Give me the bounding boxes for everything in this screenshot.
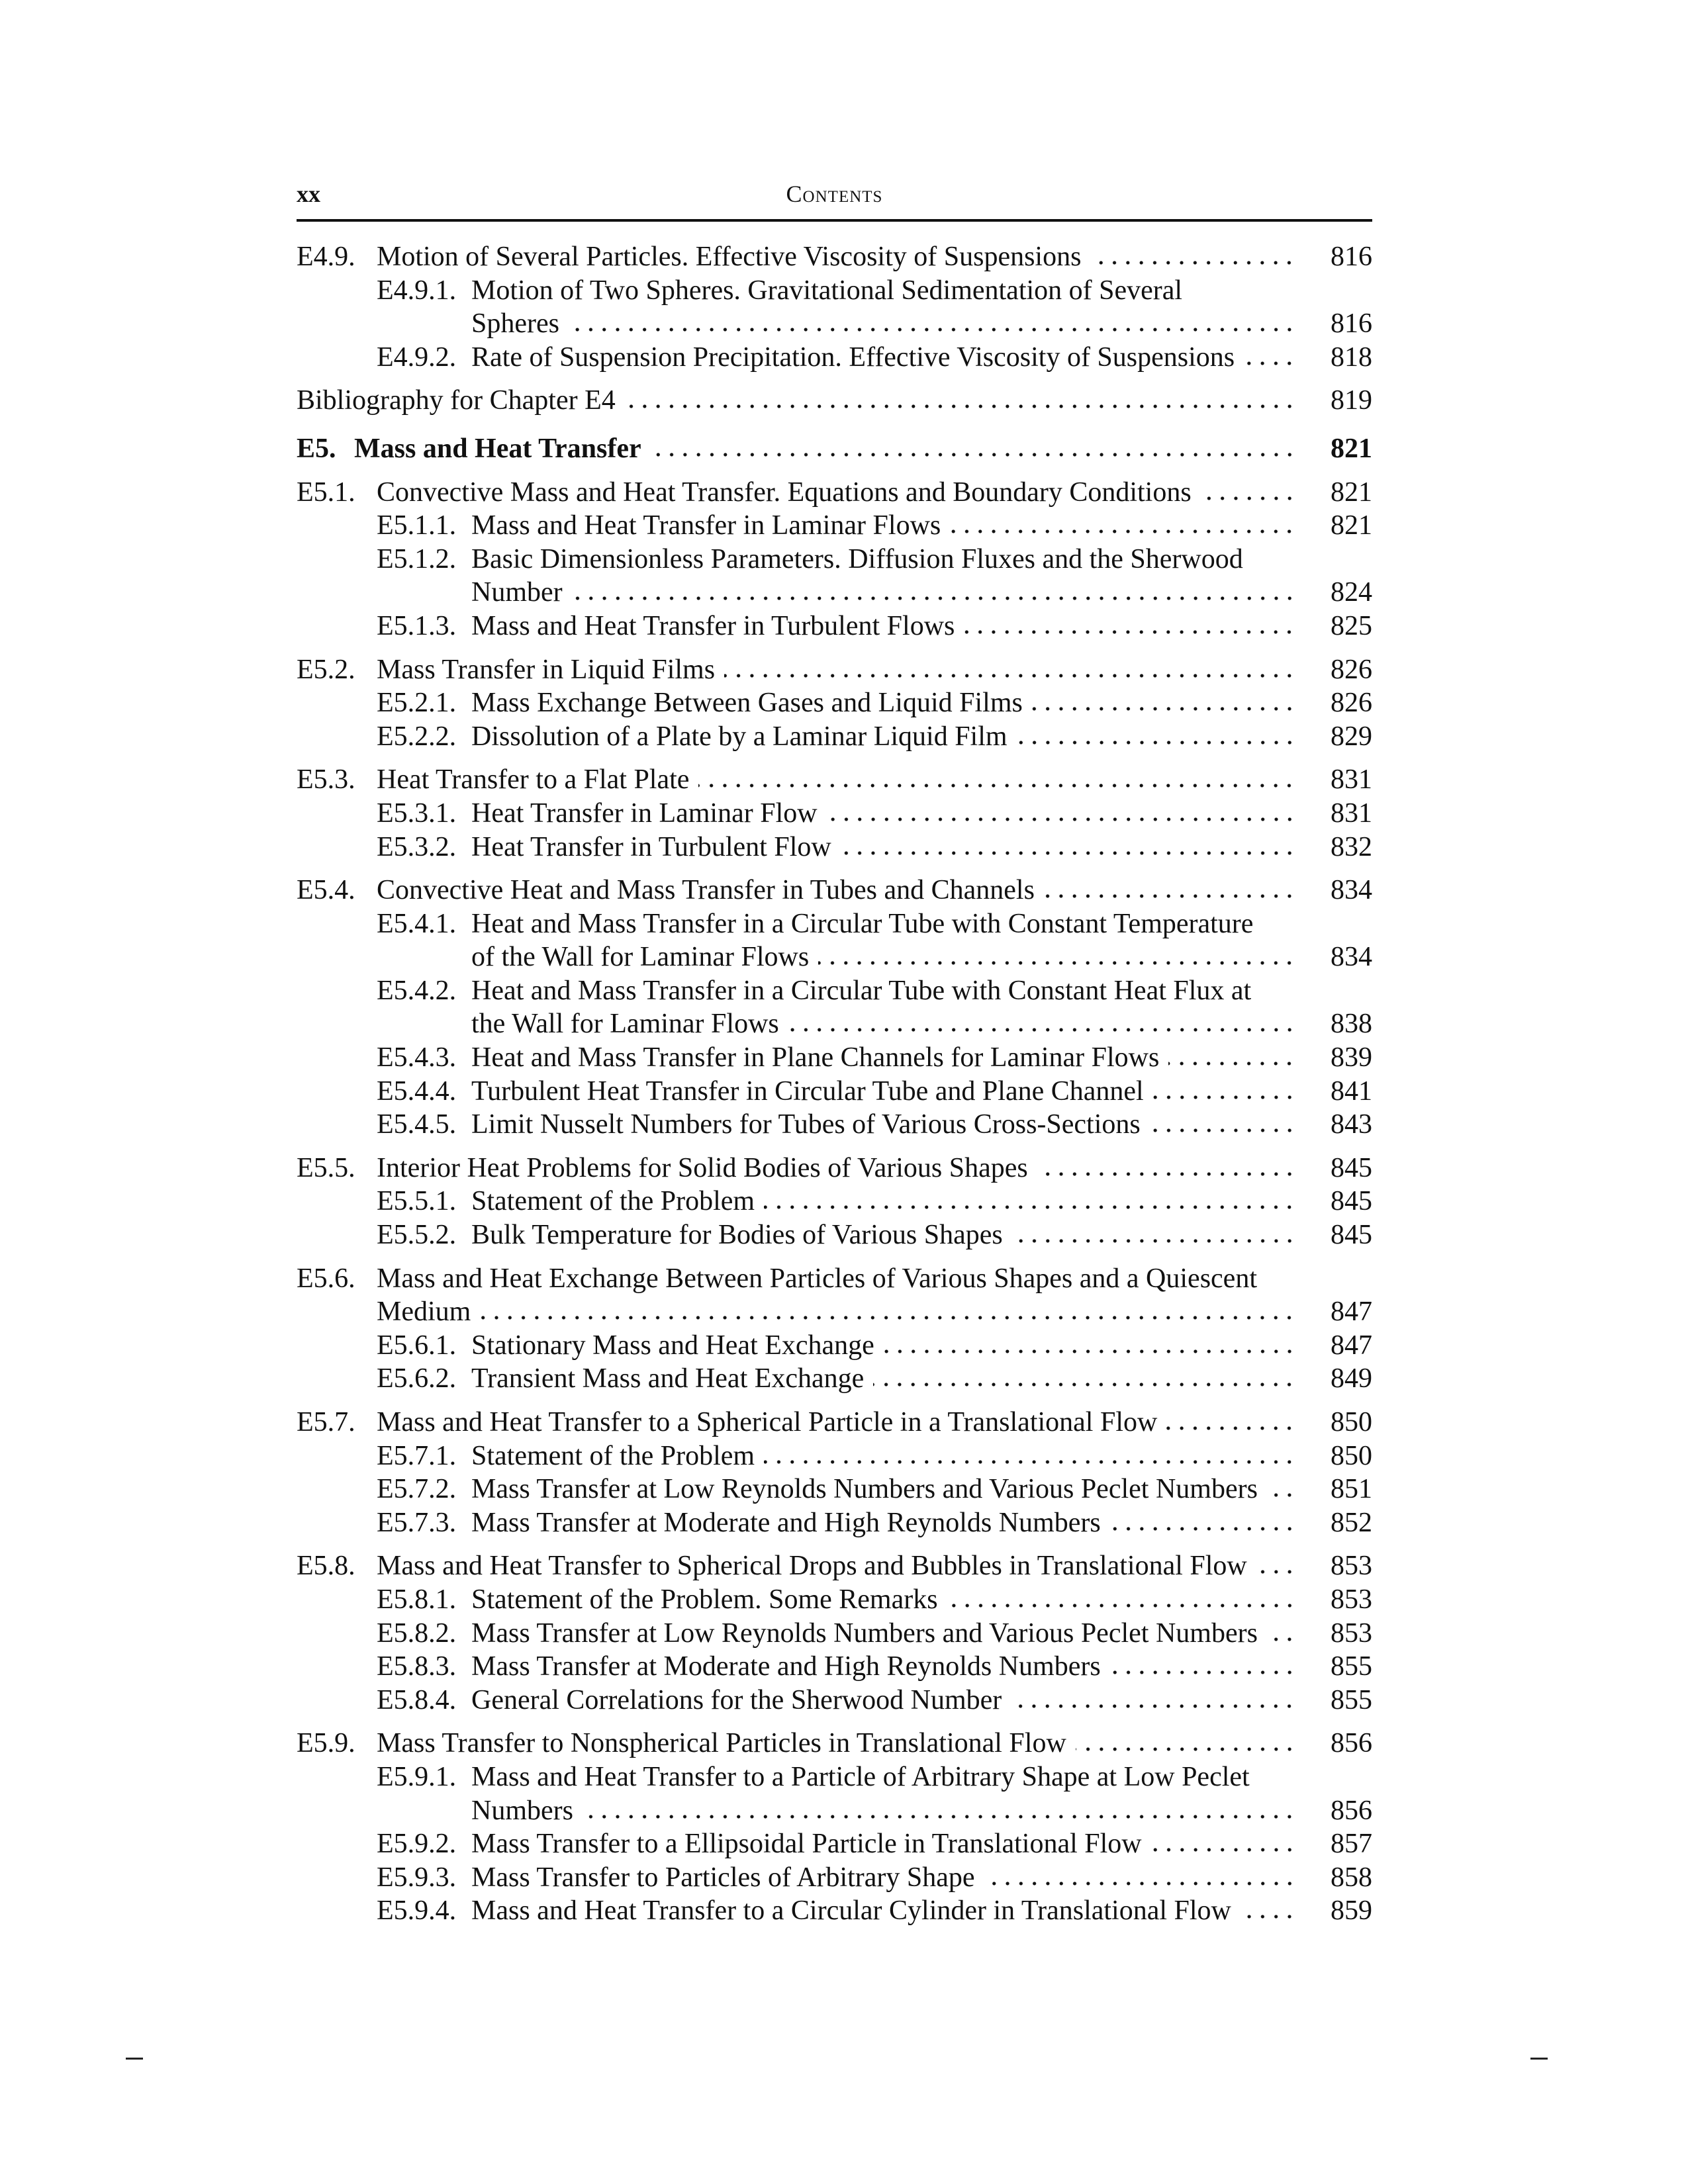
entry-number: E5.8. bbox=[297, 1551, 355, 1582]
dot-leader bbox=[884, 1346, 1296, 1354]
toc-subentry[interactable] bbox=[297, 720, 1372, 754]
running-header bbox=[297, 180, 1372, 217]
entry-title[interactable]: Motion of Several Particles. Effective Viscosity of Suspensions bbox=[377, 242, 1082, 272]
dot-leader bbox=[480, 1312, 1296, 1320]
page-number[interactable]: 847 bbox=[1331, 1330, 1372, 1361]
running-title: Contents bbox=[786, 181, 883, 207]
page-number[interactable]: 845 bbox=[1331, 1152, 1372, 1183]
dot-leader bbox=[827, 814, 1296, 822]
header-rule bbox=[297, 219, 1372, 222]
toc-section-group bbox=[297, 1549, 1372, 1717]
dot-leader bbox=[1168, 1058, 1296, 1066]
entry-number: E4.9.2. bbox=[377, 341, 457, 373]
dot-leader bbox=[1032, 704, 1296, 711]
toc-entry[interactable] bbox=[297, 432, 1372, 466]
toc-subentry[interactable] bbox=[297, 1617, 1372, 1651]
entry-number: E5.6. bbox=[297, 1263, 355, 1294]
toc-subentry[interactable] bbox=[297, 1894, 1372, 1928]
entry-number: E5.7.3. bbox=[377, 1507, 457, 1538]
entry-number: E5.2.2. bbox=[377, 721, 457, 752]
entry-title-continuation[interactable]: the Wall for Laminar Flows bbox=[471, 1009, 779, 1040]
page-number[interactable]: 831 bbox=[1331, 764, 1372, 796]
entry-title[interactable]: Rate of Suspension Precipitation. Effective Viscosity of Suspensions bbox=[471, 341, 1235, 373]
entry-title[interactable]: Heat Transfer in Laminar Flow bbox=[471, 797, 818, 829]
dot-leader bbox=[572, 593, 1296, 601]
toc-subentry[interactable] bbox=[297, 543, 1372, 576]
toc-subentry[interactable] bbox=[297, 1827, 1372, 1861]
toc-entry[interactable] bbox=[297, 653, 1372, 687]
toc-entry[interactable] bbox=[297, 476, 1372, 510]
entry-title[interactable]: Heat and Mass Transfer in a Circular Tube with Constant Heat Flux at bbox=[471, 975, 1252, 1006]
dot-leader bbox=[1110, 1524, 1296, 1531]
entry-title[interactable]: Mass Transfer to Particles of Arbitrary Shape bbox=[471, 1862, 975, 1893]
dot-leader bbox=[1150, 1125, 1296, 1133]
page-number[interactable]: 856 bbox=[1331, 1795, 1372, 1826]
entry-number: E5.3.2. bbox=[377, 831, 457, 862]
entry-number: E5.8.4. bbox=[377, 1684, 457, 1715]
dot-leader bbox=[625, 401, 1296, 409]
entry-title[interactable]: Mass and Heat Transfer bbox=[354, 433, 641, 464]
toc-entry-continuation[interactable] bbox=[297, 307, 1372, 341]
entry-title-continuation[interactable]: of the Wall for Laminar Flows bbox=[471, 942, 810, 973]
dot-leader bbox=[1241, 1911, 1296, 1919]
entry-number: E5.5.2. bbox=[377, 1220, 457, 1251]
toc-subentry[interactable] bbox=[297, 1473, 1372, 1506]
page-number[interactable]: 850 bbox=[1331, 1440, 1372, 1471]
dot-leader bbox=[1044, 891, 1296, 899]
entry-number: E5.8.2. bbox=[377, 1617, 457, 1649]
toc-subentry[interactable] bbox=[297, 1861, 1372, 1895]
toc-section-group bbox=[297, 1727, 1372, 1928]
entry-number: E5.1.3. bbox=[377, 610, 457, 641]
toc-entry[interactable] bbox=[297, 1262, 1372, 1296]
page-number[interactable]: 818 bbox=[1331, 341, 1372, 373]
dot-leader bbox=[583, 1811, 1296, 1819]
entry-number: E5.2. bbox=[297, 654, 355, 685]
entry-title[interactable]: Mass Transfer at Low Reynolds Numbers and Various Peclet Numbers bbox=[471, 1474, 1258, 1505]
toc-entry-continuation[interactable] bbox=[297, 1007, 1372, 1041]
toc-section-group bbox=[297, 1262, 1372, 1396]
dot-leader bbox=[764, 1457, 1296, 1465]
toc-entry[interactable] bbox=[297, 1406, 1372, 1439]
entry-number: E5.8.3. bbox=[377, 1651, 457, 1682]
dot-leader bbox=[818, 958, 1296, 966]
entry-title[interactable]: Mass Transfer at Moderate and High Reynolds Numbers bbox=[471, 1651, 1101, 1682]
page-number[interactable]: 821 bbox=[1331, 477, 1372, 508]
dot-leader bbox=[1012, 1236, 1296, 1244]
toc-chapter-group bbox=[297, 432, 1372, 466]
page-number[interactable]: 834 bbox=[1331, 875, 1372, 906]
toc-subentry[interactable] bbox=[297, 1041, 1372, 1075]
toc-section-group bbox=[297, 1152, 1372, 1252]
entry-title[interactable]: Heat Transfer to a Flat Plate bbox=[377, 764, 690, 796]
entry-title[interactable]: Stationary Mass and Heat Exchange bbox=[471, 1330, 874, 1361]
entry-number: E5. bbox=[297, 433, 336, 464]
page-number[interactable]: 851 bbox=[1331, 1474, 1372, 1505]
entry-title[interactable]: Convective Heat and Mass Transfer in Tubes and Channels bbox=[377, 875, 1035, 906]
entry-number: E4.9.1. bbox=[377, 275, 457, 306]
toc-subentry[interactable] bbox=[297, 1439, 1372, 1473]
entry-number: E5.4.5. bbox=[377, 1109, 457, 1140]
page-number[interactable]: 845 bbox=[1331, 1186, 1372, 1217]
entry-title[interactable]: Bulk Temperature for Bodies of Various Shapes bbox=[471, 1220, 1003, 1251]
toc-section-group bbox=[297, 653, 1372, 754]
page-number[interactable]: 849 bbox=[1331, 1363, 1372, 1394]
page-number[interactable]: 858 bbox=[1331, 1862, 1372, 1893]
page-number[interactable]: 847 bbox=[1331, 1297, 1372, 1328]
dot-leader bbox=[964, 627, 1296, 635]
dot-leader bbox=[764, 1202, 1296, 1210]
table-of-contents bbox=[297, 240, 1372, 1928]
toc-subentry[interactable] bbox=[297, 1362, 1372, 1396]
page-number[interactable]: 857 bbox=[1331, 1829, 1372, 1860]
toc-entry[interactable] bbox=[297, 384, 1372, 418]
entry-number: E5.9.3. bbox=[377, 1862, 457, 1893]
toc-entry[interactable] bbox=[297, 1152, 1372, 1185]
toc-section-group bbox=[297, 384, 1372, 418]
entry-title-continuation[interactable]: Numbers bbox=[471, 1795, 573, 1826]
entry-title-continuation[interactable]: Number bbox=[471, 577, 563, 608]
entry-title[interactable]: Mass and Heat Exchange Between Particles of Various Shapes and a Quiescent bbox=[377, 1263, 1257, 1294]
page-number[interactable]: 821 bbox=[1331, 433, 1372, 464]
dot-leader bbox=[1166, 1423, 1296, 1431]
dot-leader bbox=[947, 1600, 1296, 1608]
page-number[interactable]: 819 bbox=[1331, 385, 1372, 416]
toc-entry-continuation[interactable] bbox=[297, 576, 1372, 610]
entry-number: E5.9.2. bbox=[377, 1829, 457, 1860]
page-number[interactable]: 825 bbox=[1331, 610, 1372, 641]
page-number[interactable]: 839 bbox=[1331, 1042, 1372, 1073]
toc-section-group bbox=[297, 874, 1372, 1142]
dot-leader bbox=[1267, 1634, 1296, 1642]
entry-title[interactable]: Transient Mass and Heat Exchange bbox=[471, 1363, 865, 1394]
page-number[interactable]: 853 bbox=[1331, 1551, 1372, 1582]
entry-number: E5.4. bbox=[297, 875, 355, 906]
entry-title[interactable]: Limit Nusselt Numbers for Tubes of Various Cross-Sections bbox=[471, 1109, 1141, 1140]
entry-title[interactable]: Mass Transfer to a Ellipsoidal Particle in Translational Flow bbox=[471, 1829, 1142, 1860]
page-number[interactable]: 816 bbox=[1331, 308, 1372, 340]
entry-title[interactable]: Mass and Heat Transfer in Turbulent Flows bbox=[471, 610, 955, 641]
crop-mark-left bbox=[126, 2058, 143, 2060]
entry-title[interactable]: Bibliography for Chapter E4 bbox=[297, 385, 616, 416]
page-number[interactable]: 838 bbox=[1331, 1009, 1372, 1040]
dot-leader bbox=[1090, 257, 1296, 265]
entry-number: E5.3.1. bbox=[377, 797, 457, 829]
entry-title[interactable]: Mass Transfer at Moderate and High Reynolds Numbers bbox=[471, 1507, 1101, 1538]
dot-leader bbox=[1017, 737, 1296, 745]
toc-subentry[interactable] bbox=[297, 1506, 1372, 1540]
entry-number: E5.4.1. bbox=[377, 908, 457, 939]
page-number[interactable]: 834 bbox=[1331, 942, 1372, 973]
entry-number: E5.5. bbox=[297, 1152, 355, 1183]
page-number[interactable]: 855 bbox=[1331, 1651, 1372, 1682]
entry-title[interactable]: Turbulent Heat Transfer in Circular Tube and Plane Channel bbox=[471, 1075, 1144, 1107]
page-number[interactable]: 821 bbox=[1331, 510, 1372, 541]
entry-number: E4.9. bbox=[297, 242, 355, 272]
toc-subentry[interactable] bbox=[297, 831, 1372, 864]
entry-number: E5.9.4. bbox=[377, 1895, 457, 1927]
toc-subentry[interactable] bbox=[297, 1650, 1372, 1684]
entry-title[interactable]: Statement of the Problem. Some Remarks bbox=[471, 1584, 938, 1615]
entry-number: E5.5.1. bbox=[377, 1186, 457, 1217]
dot-leader bbox=[569, 324, 1296, 332]
entry-title[interactable]: Mass and Heat Transfer in Laminar Flows bbox=[471, 510, 941, 541]
toc-subentry[interactable] bbox=[297, 1218, 1372, 1252]
page-folio: xx bbox=[297, 181, 320, 207]
toc-section-group bbox=[297, 1406, 1372, 1539]
entry-title[interactable]: General Correlations for the Sherwood Number bbox=[471, 1684, 1002, 1715]
entry-title[interactable]: Heat and Mass Transfer in Plane Channels for Laminar Flows bbox=[471, 1042, 1160, 1073]
entry-title[interactable]: Dissolution of a Plate by a Laminar Liquid Film bbox=[471, 721, 1008, 752]
entry-number: E5.1.2. bbox=[377, 543, 457, 574]
toc-subentry[interactable] bbox=[297, 1583, 1372, 1617]
toc-subentry[interactable] bbox=[297, 974, 1372, 1008]
toc-entry[interactable] bbox=[297, 763, 1372, 797]
page-number[interactable]: 852 bbox=[1331, 1507, 1372, 1538]
page-number[interactable]: 845 bbox=[1331, 1220, 1372, 1251]
entry-title[interactable]: Mass Transfer at Low Reynolds Numbers and Various Peclet Numbers bbox=[471, 1617, 1258, 1649]
entry-title[interactable]: Mass Exchange Between Gases and Liquid Films bbox=[471, 688, 1023, 719]
toc-section-group bbox=[297, 240, 1372, 374]
dot-leader bbox=[1037, 1169, 1296, 1177]
toc-subentry[interactable] bbox=[297, 686, 1372, 720]
entry-title[interactable]: Statement of the Problem bbox=[471, 1440, 755, 1471]
toc-subentry[interactable] bbox=[297, 1760, 1372, 1794]
page-number[interactable]: 832 bbox=[1331, 831, 1372, 862]
entry-title[interactable]: Mass Transfer to Nonspherical Particles in Translational Flow bbox=[377, 1728, 1066, 1759]
page-number[interactable]: 841 bbox=[1331, 1075, 1372, 1107]
entry-title[interactable]: Interior Heat Problems for Solid Bodies of Various Shapes bbox=[377, 1152, 1028, 1183]
toc-subentry[interactable] bbox=[297, 509, 1372, 543]
toc-subentry[interactable] bbox=[297, 1329, 1372, 1363]
entry-number: E5.7. bbox=[297, 1407, 355, 1437]
toc-entry-continuation[interactable] bbox=[297, 1794, 1372, 1828]
entry-number: E5.8.1. bbox=[377, 1584, 457, 1615]
entry-title[interactable]: Statement of the Problem bbox=[471, 1186, 755, 1217]
entry-number: E5.1.1. bbox=[377, 510, 457, 541]
dot-leader bbox=[724, 670, 1296, 678]
entry-title-continuation[interactable]: Spheres bbox=[471, 308, 559, 340]
entry-number: E5.9. bbox=[297, 1728, 355, 1759]
toc-subentry[interactable] bbox=[297, 341, 1372, 375]
entry-number: E5.3. bbox=[297, 764, 355, 796]
dot-leader bbox=[1153, 1092, 1296, 1100]
dot-leader bbox=[1201, 493, 1296, 501]
entry-number: E5.1. bbox=[297, 477, 355, 508]
dot-leader bbox=[651, 449, 1296, 457]
page-number[interactable]: 850 bbox=[1331, 1407, 1372, 1437]
toc-entry[interactable] bbox=[297, 874, 1372, 907]
entry-title-continuation[interactable]: Medium bbox=[377, 1297, 471, 1328]
page-number[interactable]: 826 bbox=[1331, 654, 1372, 685]
entry-number: E5.9.1. bbox=[377, 1761, 457, 1792]
toc-entry[interactable] bbox=[297, 1549, 1372, 1583]
entry-number: E5.4.2. bbox=[377, 975, 457, 1006]
entry-title[interactable]: Motion of Two Spheres. Gravitational Sedimentation of Several bbox=[471, 275, 1183, 306]
dot-leader bbox=[698, 780, 1296, 788]
entry-title[interactable]: Heat Transfer in Turbulent Flow bbox=[471, 831, 831, 862]
dot-leader bbox=[1151, 1844, 1296, 1852]
toc-entry[interactable] bbox=[297, 240, 1372, 274]
entry-title[interactable]: Basic Dimensionless Parameters. Diffusion Fluxes and the Sherwood bbox=[471, 543, 1243, 574]
page-number[interactable]: 831 bbox=[1331, 797, 1372, 829]
entry-number: E5.6.1. bbox=[377, 1330, 457, 1361]
entry-title[interactable]: Mass and Heat Transfer to a Spherical Particle in a Translational Flow bbox=[377, 1407, 1158, 1437]
toc-subentry[interactable] bbox=[297, 907, 1372, 941]
entry-number: E5.4.3. bbox=[377, 1042, 457, 1073]
entry-number: E5.4.4. bbox=[377, 1075, 457, 1107]
entry-title[interactable]: Convective Mass and Heat Transfer. Equations and Boundary Conditions bbox=[377, 477, 1192, 508]
entry-title[interactable]: Mass Transfer in Liquid Films bbox=[377, 654, 716, 685]
dot-leader bbox=[1267, 1490, 1296, 1498]
page-number[interactable]: 824 bbox=[1331, 577, 1372, 608]
dot-leader bbox=[788, 1024, 1296, 1032]
toc-subentry[interactable] bbox=[297, 610, 1372, 643]
page-number[interactable]: 843 bbox=[1331, 1109, 1372, 1140]
entry-title[interactable]: Mass and Heat Transfer to a Circular Cylinder in Translational Flow bbox=[471, 1895, 1231, 1927]
toc-subentry[interactable] bbox=[297, 1108, 1372, 1142]
dot-leader bbox=[1244, 358, 1296, 366]
entry-title[interactable]: Mass and Heat Transfer to a Particle of Arbitrary Shape at Low Peclet bbox=[471, 1761, 1250, 1792]
dot-leader bbox=[950, 526, 1296, 534]
dot-leader bbox=[1076, 1744, 1296, 1752]
entry-number: E5.6.2. bbox=[377, 1363, 457, 1394]
entry-title[interactable]: Mass and Heat Transfer to Spherical Drops and Bubbles in Translational Flow bbox=[377, 1551, 1247, 1582]
crop-mark-right bbox=[1530, 2058, 1548, 2060]
toc-section-group bbox=[297, 763, 1372, 864]
entry-number: E5.7.1. bbox=[377, 1440, 457, 1471]
toc-section-group bbox=[297, 476, 1372, 643]
dot-leader bbox=[1256, 1567, 1296, 1574]
dot-leader bbox=[984, 1878, 1296, 1886]
dot-leader bbox=[1110, 1667, 1296, 1675]
entry-number: E5.7.2. bbox=[377, 1474, 457, 1505]
toc-subentry[interactable] bbox=[297, 797, 1372, 831]
page-number[interactable]: 816 bbox=[1331, 242, 1372, 272]
entry-number: E5.2.1. bbox=[377, 688, 457, 719]
page-number[interactable]: 853 bbox=[1331, 1617, 1372, 1649]
page-number[interactable]: 859 bbox=[1331, 1895, 1372, 1927]
toc-subentry[interactable] bbox=[297, 1684, 1372, 1717]
page-number[interactable]: 826 bbox=[1331, 688, 1372, 719]
page-number[interactable]: 853 bbox=[1331, 1584, 1372, 1615]
page-number[interactable]: 856 bbox=[1331, 1728, 1372, 1759]
toc-subentry[interactable] bbox=[297, 274, 1372, 308]
page-number[interactable]: 855 bbox=[1331, 1684, 1372, 1715]
dot-leader bbox=[873, 1379, 1296, 1387]
toc-entry-continuation[interactable] bbox=[297, 1295, 1372, 1329]
dot-leader bbox=[841, 848, 1296, 856]
toc-subentry[interactable] bbox=[297, 1075, 1372, 1109]
entry-title[interactable]: Heat and Mass Transfer in a Circular Tube with Constant Temperature bbox=[471, 908, 1254, 939]
toc-subentry[interactable] bbox=[297, 1185, 1372, 1218]
page-number[interactable]: 829 bbox=[1331, 721, 1372, 752]
toc-entry-continuation[interactable] bbox=[297, 940, 1372, 974]
toc-entry[interactable] bbox=[297, 1727, 1372, 1760]
dot-leader bbox=[1011, 1701, 1296, 1709]
